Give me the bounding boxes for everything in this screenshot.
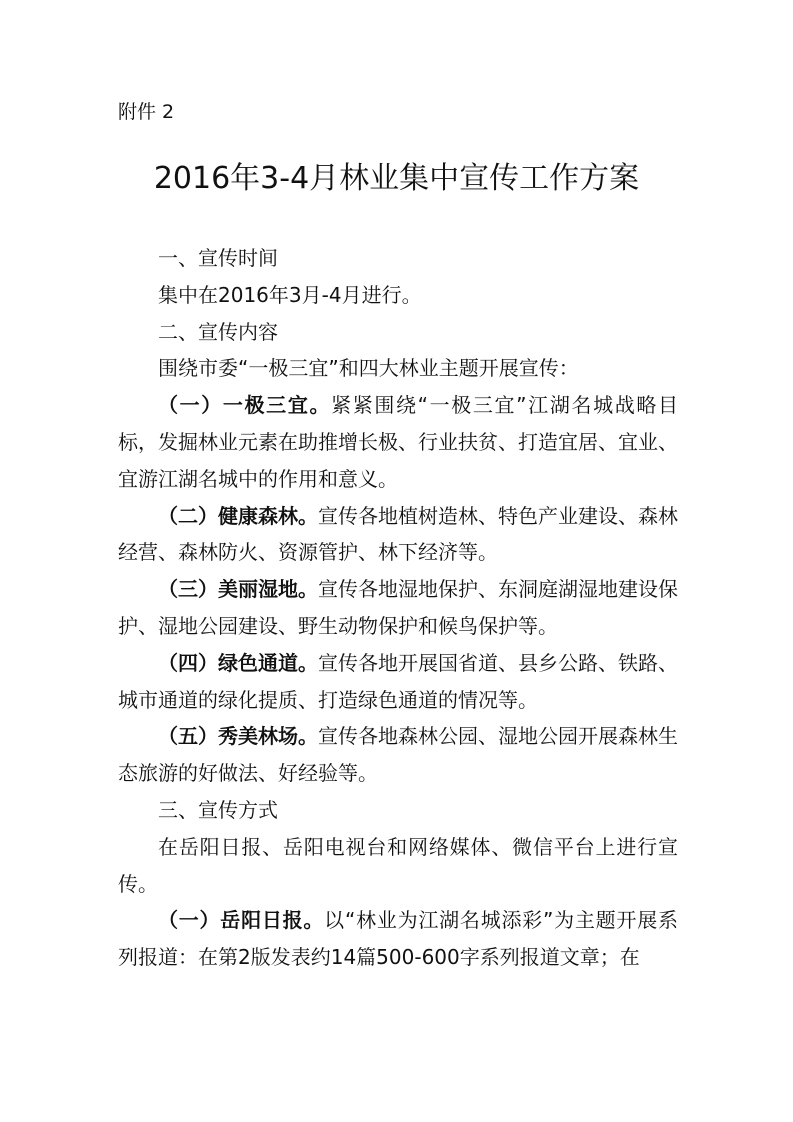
method-item-1-lead: （一）岳阳日报。	[158, 908, 325, 933]
attachment-label: 附件 2	[118, 101, 175, 123]
content-item-4-text: 宣传各地开展国省道、县乡公路、铁路、城市通道的绿化提质、打造绿色通道的情况等。	[118, 650, 678, 712]
content-item-1-lead: （一）一极三宜。	[158, 393, 332, 418]
time-paragraph: 集中在2016年3月-4月进行。	[158, 282, 422, 307]
section-heading-time: 一、宣传时间	[158, 246, 278, 270]
content-item-2-text: 宣传各地植树造林、特色产业建设、森林经营、森林防火、资源管护、林下经济等。	[118, 503, 678, 565]
section-heading-method: 三、宣传方式	[158, 797, 278, 822]
content-item-3-lead: （三）美丽湿地。	[158, 577, 318, 602]
content-item-4	[118, 645, 678, 719]
content-item-2-lead: （二）健康森林。	[158, 503, 318, 528]
content-intro-paragraph: 围绕市委“一极三宜”和四大林业主题开展宣传：	[158, 356, 579, 381]
content-item-5-text: 宣传各地森林公园、湿地公园开展森林生态旅游的好做法、好经验等。	[118, 724, 678, 786]
content-item-3	[118, 571, 678, 645]
content-item-1	[118, 387, 678, 497]
method-intro-paragraph: 在岳阳日报、岳阳电视台和网络媒体、微信平台上进行宣传。	[118, 834, 678, 896]
content-item-4-lead: （四）绿色通道。	[158, 650, 318, 675]
method-item-1	[118, 902, 678, 976]
content-item-5-lead: （五）秀美林场。	[158, 724, 318, 749]
section-heading-content: 二、宣传内容	[158, 319, 278, 344]
content-item-3-text: 宣传各地湿地保护、东洞庭湖湿地建设保护、湿地公园建设、野生动物保护和候鸟保护等。	[118, 577, 678, 638]
document-title: 2016年3-4月林业集中宣传工作方案	[153, 161, 640, 196]
content-item-2	[118, 498, 678, 572]
document-body	[118, 240, 678, 976]
content-item-5	[118, 718, 678, 792]
content-item-1-text: 紧紧围绕“一极三宜”江湖名城战略目标，发掘林业元素在助推增长极、行业扶贫、打造宜居、宜业、宜游江湖名城中的作用和意义。	[118, 393, 678, 491]
method-item-1-text: 以“林业为江湖名城添彩”为主题开展系列报道：在第2版发表约14篇500-600字系列报道文章；在	[118, 908, 678, 970]
